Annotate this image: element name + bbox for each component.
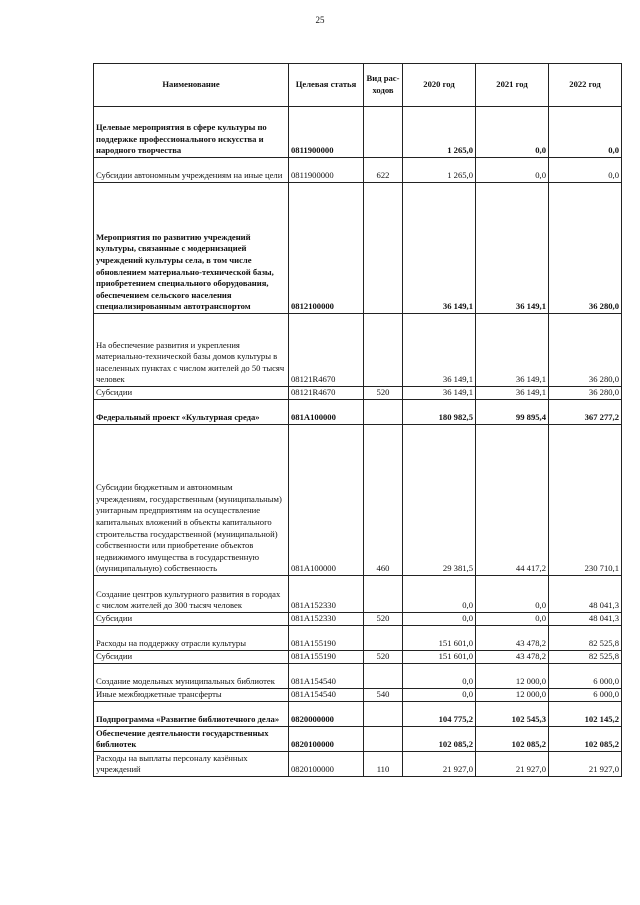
row-name: Субсидии [94, 387, 289, 400]
table-row [94, 314, 622, 387]
row-value-2022: 36 280,0 [549, 314, 622, 387]
row-target-article: 0812100000 [289, 183, 364, 314]
table-row [94, 664, 622, 689]
row-target-article: 08121R4670 [289, 387, 364, 400]
column-header-2021: 2021 год [476, 64, 549, 107]
row-expense-type [364, 626, 403, 651]
row-target-article: 081A152330 [289, 576, 364, 613]
table-row [94, 425, 622, 576]
table-body [94, 107, 622, 777]
row-expense-type [364, 183, 403, 314]
row-value-2020: 1 265,0 [403, 158, 476, 183]
table-row [94, 651, 622, 664]
row-value-2022: 6 000,0 [549, 664, 622, 689]
row-expense-type: 540 [364, 689, 403, 702]
row-value-2020: 0,0 [403, 689, 476, 702]
row-name: Создание модельных муниципальных библиотек [94, 664, 289, 689]
row-value-2021: 12 000,0 [476, 664, 549, 689]
row-value-2022: 102 145,2 [549, 702, 622, 727]
row-target-article: 081A100000 [289, 425, 364, 576]
row-expense-type [364, 314, 403, 387]
column-header-target-article: Целевая статья [289, 64, 364, 107]
row-value-2021: 102 085,2 [476, 727, 549, 752]
table-row [94, 183, 622, 314]
row-value-2022: 21 927,0 [549, 752, 622, 777]
row-value-2020: 29 381,5 [403, 425, 476, 576]
table-row [94, 576, 622, 613]
row-name: Целевые мероприятия в сфере культуры по поддержке профессионального искусства и народного творчества [94, 107, 289, 158]
row-name: Подпрограмма «Развитие библиотечного дела» [94, 702, 289, 727]
table-row [94, 752, 622, 777]
row-value-2020: 36 149,1 [403, 183, 476, 314]
row-value-2020: 36 149,1 [403, 314, 476, 387]
row-value-2021: 44 417,2 [476, 425, 549, 576]
row-expense-type [364, 576, 403, 613]
row-target-article: 081A154540 [289, 689, 364, 702]
row-name: Обеспечение деятельности государственных библиотек [94, 727, 289, 752]
row-name: Субсидии автономным учреждениям на иные цели [94, 158, 289, 183]
row-value-2020: 104 775,2 [403, 702, 476, 727]
row-expense-type: 520 [364, 613, 403, 626]
row-expense-type [364, 664, 403, 689]
row-expense-type: 622 [364, 158, 403, 183]
row-value-2022: 367 277,2 [549, 400, 622, 425]
row-value-2022: 82 525,8 [549, 651, 622, 664]
column-header-expense-type: Вид рас-ходов [364, 64, 403, 107]
row-value-2020: 0,0 [403, 576, 476, 613]
row-value-2022: 0,0 [549, 158, 622, 183]
row-value-2020: 0,0 [403, 613, 476, 626]
row-value-2021: 36 149,1 [476, 387, 549, 400]
row-value-2021: 102 545,3 [476, 702, 549, 727]
row-name: Расходы на выплаты персоналу казённых учреждений [94, 752, 289, 777]
row-value-2021: 43 478,2 [476, 626, 549, 651]
row-expense-type [364, 702, 403, 727]
row-value-2021: 0,0 [476, 576, 549, 613]
row-value-2021: 36 149,1 [476, 314, 549, 387]
row-value-2022: 230 710,1 [549, 425, 622, 576]
row-value-2021: 21 927,0 [476, 752, 549, 777]
row-expense-type: 110 [364, 752, 403, 777]
row-name: Расходы на поддержку отрасли культуры [94, 626, 289, 651]
row-value-2021: 0,0 [476, 613, 549, 626]
table-row [94, 400, 622, 425]
row-name: На обеспечение развития и укрепления материально-технической базы домов культуры в населенных пунктах с числом жителей до 50 тысяч человек [94, 314, 289, 387]
row-value-2020: 1 265,0 [403, 107, 476, 158]
table-row [94, 727, 622, 752]
table-row [94, 702, 622, 727]
row-target-article: 0811900000 [289, 107, 364, 158]
row-name: Субсидии [94, 651, 289, 664]
row-expense-type [364, 727, 403, 752]
row-value-2020: 0,0 [403, 664, 476, 689]
table-row [94, 626, 622, 651]
row-target-article: 0820100000 [289, 752, 364, 777]
row-target-article: 081A155190 [289, 626, 364, 651]
row-name: Создание центров культурного развития в городах с числом жителей до 300 тысяч человек [94, 576, 289, 613]
row-value-2021: 99 895,4 [476, 400, 549, 425]
row-value-2022: 36 280,0 [549, 183, 622, 314]
column-header-name: Наименование [94, 64, 289, 107]
budget-table [93, 63, 622, 777]
row-value-2022: 102 085,2 [549, 727, 622, 752]
row-value-2022: 82 525,8 [549, 626, 622, 651]
table-row [94, 158, 622, 183]
page-number: 25 [315, 15, 325, 25]
row-value-2020: 36 149,1 [403, 387, 476, 400]
row-name: Иные межбюджетные трансферты [94, 689, 289, 702]
row-value-2020: 151 601,0 [403, 651, 476, 664]
row-value-2020: 21 927,0 [403, 752, 476, 777]
row-name: Федеральный проект «Культурная среда» [94, 400, 289, 425]
row-value-2020: 102 085,2 [403, 727, 476, 752]
row-name: Мероприятия по развитию учреждений культуры, связанные с модернизацией учреждений культуры села, в том числе обновлением материально-технической базы, приобретением специального оборудования, обеспечением сельского населения специализированным автотранспортом [94, 183, 289, 314]
row-value-2022: 6 000,0 [549, 689, 622, 702]
row-expense-type: 520 [364, 387, 403, 400]
row-target-article: 081A154540 [289, 664, 364, 689]
row-expense-type: 520 [364, 651, 403, 664]
row-target-article: 08121R4670 [289, 314, 364, 387]
row-value-2022: 0,0 [549, 107, 622, 158]
row-name: Субсидии [94, 613, 289, 626]
row-target-article: 0811900000 [289, 158, 364, 183]
row-target-article: 081A155190 [289, 651, 364, 664]
column-header-2022: 2022 год [549, 64, 622, 107]
table-row [94, 387, 622, 400]
row-target-article: 0820100000 [289, 727, 364, 752]
row-value-2021: 0,0 [476, 107, 549, 158]
row-value-2021: 36 149,1 [476, 183, 549, 314]
row-target-article: 081A100000 [289, 400, 364, 425]
row-target-article: 0820000000 [289, 702, 364, 727]
row-value-2020: 151 601,0 [403, 626, 476, 651]
row-value-2022: 36 280,0 [549, 387, 622, 400]
row-expense-type: 460 [364, 425, 403, 576]
row-value-2022: 48 041,3 [549, 613, 622, 626]
row-value-2021: 43 478,2 [476, 651, 549, 664]
row-value-2021: 0,0 [476, 158, 549, 183]
table-row [94, 613, 622, 626]
column-header-2020: 2020 год [403, 64, 476, 107]
table-row [94, 689, 622, 702]
row-target-article: 081A152330 [289, 613, 364, 626]
table-header-row [94, 64, 622, 107]
row-expense-type [364, 107, 403, 158]
row-expense-type [364, 400, 403, 425]
row-name: Субсидии бюджетным и автономным учреждениям, государственным (муниципальным) унитарным предприятиям на осуществление капитальных вложений в объекты капитального строительства государственной (муниципальной) собственности или приобретение объектов недвижимого имущества в государственную (муниципальную) собственность [94, 425, 289, 576]
row-value-2022: 48 041,3 [549, 576, 622, 613]
row-value-2020: 180 982,5 [403, 400, 476, 425]
row-value-2021: 12 000,0 [476, 689, 549, 702]
table-row [94, 107, 622, 158]
